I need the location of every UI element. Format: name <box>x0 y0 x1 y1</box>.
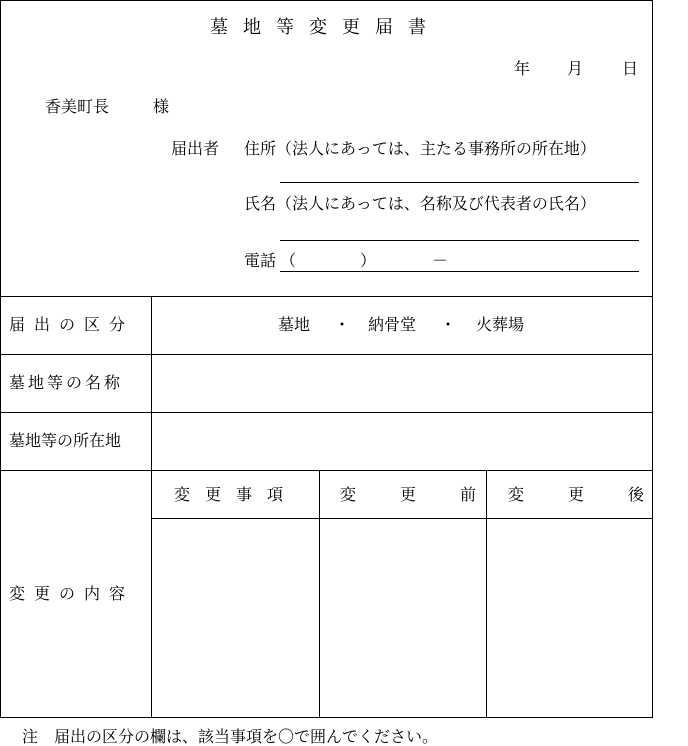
addressee-honorific: 様 <box>153 97 170 116</box>
date-year: 年 <box>514 59 531 78</box>
category-label: 届出の区分 <box>9 315 135 334</box>
date-day: 日 <box>622 59 639 78</box>
changes-cell-before[interactable] <box>321 520 485 716</box>
frame-left <box>0 0 1 718</box>
changes-column-after: 変更後 <box>508 485 688 504</box>
changes-column-item: 変更事項 <box>174 485 299 504</box>
row-rule-2 <box>0 412 653 413</box>
date-month: 月 <box>567 59 584 78</box>
frame-right <box>652 0 653 718</box>
name-label: 氏名（法人にあっては、名称及び代表者の氏名） <box>244 194 596 213</box>
category-separator: ・ <box>334 315 351 334</box>
name-underline <box>280 240 639 241</box>
facility-location-field[interactable] <box>160 433 640 453</box>
changes-col-rule-2 <box>486 470 487 718</box>
facility-location-label: 墓地等の所在地 <box>9 431 122 450</box>
label-column-rule <box>151 296 152 718</box>
category-option-crematorium[interactable]: 火葬場 <box>476 315 525 334</box>
phone-format: （ ） － <box>280 251 449 270</box>
row-rule-3 <box>0 470 653 471</box>
facility-name-label: 墓地等の名称 <box>9 373 124 392</box>
category-option-cemetery[interactable]: 墓地 <box>278 315 311 334</box>
frame-top <box>0 0 653 1</box>
address-label: 住所（法人にあっては、主たる事務所の所在地） <box>244 139 596 158</box>
changes-cell-item[interactable] <box>153 520 318 716</box>
form-title: 墓地等変更届書 <box>210 17 441 38</box>
frame-bottom <box>0 717 653 718</box>
applicant-label: 届出者 <box>171 139 220 158</box>
category-separator: ・ <box>440 315 457 334</box>
changes-cell-after[interactable] <box>488 520 651 716</box>
facility-name-field[interactable] <box>160 375 640 395</box>
category-option-ossuary[interactable]: 納骨堂 <box>368 315 417 334</box>
changes-column-before: 変更前 <box>340 485 521 504</box>
table-top-rule <box>0 296 653 297</box>
changes-label: 変更の内容 <box>9 584 135 603</box>
phone-label: 電話 <box>244 251 277 270</box>
changes-col-rule-1 <box>319 470 320 718</box>
phone-underline <box>280 271 639 272</box>
address-underline <box>280 182 639 183</box>
footnote: 注 届出の区分の欄は、該当事項を〇で囲んでください。 <box>22 727 439 746</box>
changes-header-rule <box>152 518 653 519</box>
row-rule-1 <box>0 354 653 355</box>
addressee-name: 香美町長 <box>45 97 110 116</box>
